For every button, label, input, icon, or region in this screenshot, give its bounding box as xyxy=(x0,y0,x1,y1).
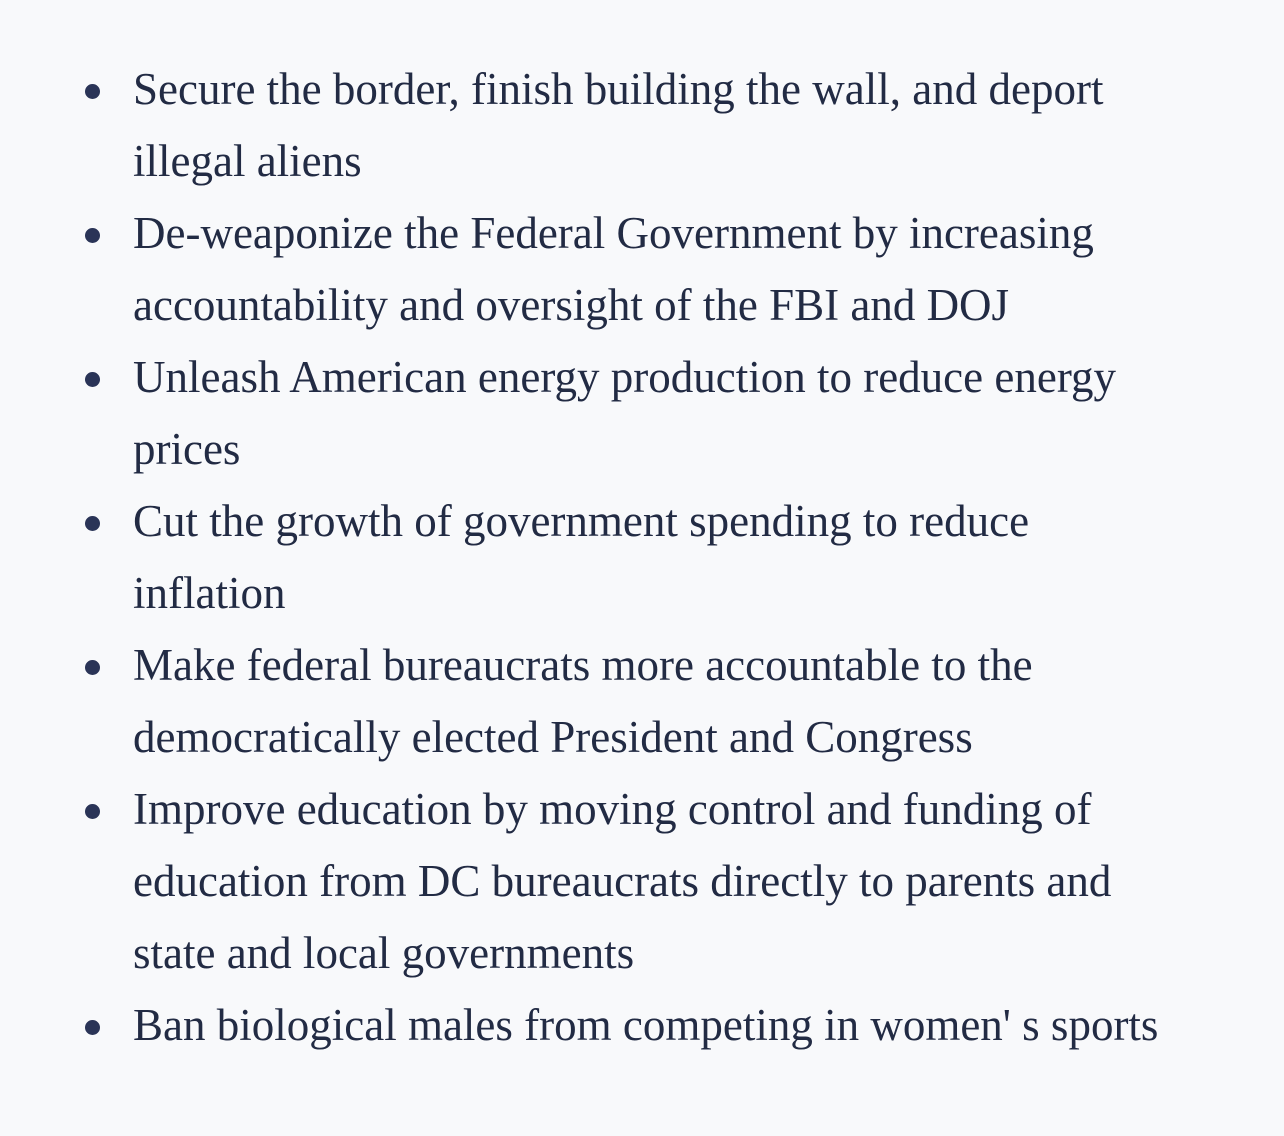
list-item-text: Make federal bureaucrats more accountable to the xyxy=(133,640,1033,690)
list-item xyxy=(84,341,1244,485)
list-item xyxy=(84,197,1244,341)
bullet-icon xyxy=(85,228,100,243)
list-item xyxy=(84,629,1244,773)
bullet-icon xyxy=(85,516,100,531)
list-item xyxy=(84,485,1244,629)
list-item xyxy=(84,773,1244,989)
list-item-text: illegal aliens xyxy=(133,136,362,186)
list-item-text: prices xyxy=(133,424,241,474)
list-item-text: democratically elected President and Congress xyxy=(133,712,973,762)
list-item-text: inflation xyxy=(133,568,286,618)
bullet-icon xyxy=(85,660,100,675)
list-item-text: Improve education by moving control and funding of xyxy=(133,784,1092,834)
bulleted-list xyxy=(84,53,1244,1061)
list-item-text: De-weaponize the Federal Government by increasing xyxy=(133,208,1094,258)
list-item-text: accountability and oversight of the FBI and DOJ xyxy=(133,280,1010,330)
bullet-icon xyxy=(85,84,100,99)
list-item-text: Secure the border, finish building the wall, and deport xyxy=(133,64,1104,114)
list-item xyxy=(84,53,1244,197)
list-item-text: Unleash American energy production to reduce energy xyxy=(133,352,1116,402)
bullet-icon xyxy=(85,804,100,819)
list-item xyxy=(84,989,1244,1061)
bullet-icon xyxy=(85,1020,100,1035)
list-item-text: Ban biological males from competing in women' s sports xyxy=(133,1000,1159,1050)
bullet-icon xyxy=(85,372,100,387)
list-item-text: Cut the growth of government spending to reduce xyxy=(133,496,1030,546)
list-item-text: state and local governments xyxy=(133,928,635,978)
list-item-text: education from DC bureaucrats directly to parents and xyxy=(133,856,1112,906)
